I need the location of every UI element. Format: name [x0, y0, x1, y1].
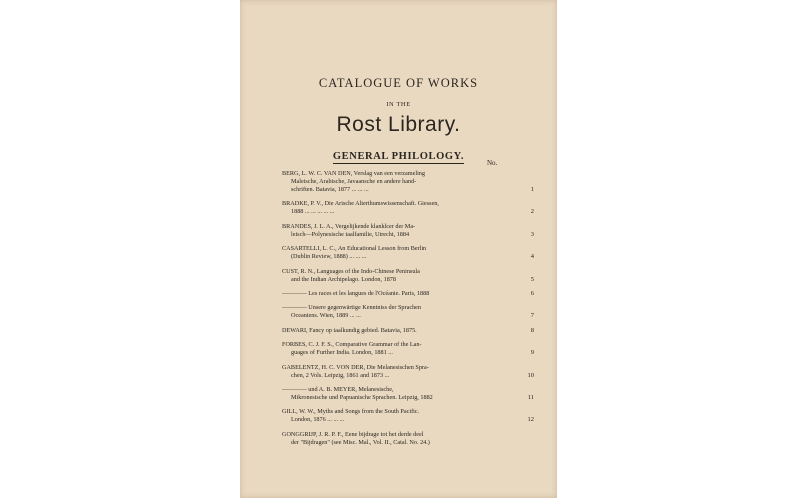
entry-line: GILL, W. W., Myths and Songs from the South Pacific. [282, 408, 420, 416]
catalogue-page [240, 0, 557, 498]
entry-line: ———— Unsere gegenwärtige Kenntniss der Sprachen [282, 304, 422, 312]
entry-number: 4 [530, 253, 534, 261]
catalogue-entry [282, 245, 534, 261]
catalogue-entry [282, 327, 534, 335]
entry-list [282, 170, 534, 453]
entry-number: 12 [527, 416, 534, 424]
entry-number: 6 [530, 289, 534, 297]
entry-line: leisch—Polynesische taalfamilie, Utrecht, 1884 [291, 230, 410, 238]
entry-line: GONGGRIJP, J. R. P. F., Eene bijdrage tot het derde deel [282, 430, 424, 438]
entry-line: ———— Les races et les langues de l'Océanie. Paris, 1888 [282, 289, 430, 297]
section-heading: GENERAL PHILOLOGY. [332, 151, 465, 162]
number-column-header: No. [487, 159, 498, 167]
entry-line: BRADKE, P. V., Die Arische Alterthumswissenschaft. Giessen, [282, 200, 439, 208]
entry-line: FORBES, C. J. F. S., Comparative Grammar of the Lan- [282, 341, 422, 349]
entry-number: 2 [530, 208, 534, 216]
entry-line: guages of Further India. London, 1881 ... [291, 349, 393, 357]
entry-line: schriften. Batavia, 1877 ... ... ... [291, 186, 369, 193]
entry-line: (Dublin Review, 1888) ... ... ... [291, 253, 367, 261]
entry-line: ———— und A. B. MEYER, Melanesische, [282, 385, 394, 393]
entry-line: BRANDES, J. L. A., Vergelijkende klanklcer der Ma- [282, 222, 416, 230]
entry-line: GABELENTZ, H. C. VON DER, Die Melanesischen Spra- [282, 363, 429, 371]
entry-line: and the Indian Archipelago. London, 1878 [291, 275, 396, 283]
entry-line: 1888 ... ... ... ... ... [291, 208, 335, 216]
catalogue-entry [282, 431, 534, 447]
entry-number: 7 [530, 312, 534, 320]
entry-line: Maleische, Arabische, Javaansche en andere hand- [291, 178, 417, 185]
catalogue-entry [282, 386, 534, 402]
catalogue-entry [282, 290, 534, 298]
entry-number: 11 [527, 393, 534, 401]
catalogue-entry [282, 304, 534, 320]
entry-line: Oceaniens. Wien, 1889 ... ... [291, 312, 361, 320]
catalogue-entry [282, 200, 534, 216]
entry-number: 9 [530, 349, 534, 357]
entry-number: 10 [527, 371, 534, 379]
library-name: Rost Library. [336, 113, 461, 136]
entry-line: chen, 2 Vols. Leipzig, 1861 and 1873 ... [291, 371, 390, 379]
entry-line: London, 1876 ... ... ... [291, 416, 345, 424]
catalogue-entry [282, 364, 534, 380]
entry-number: 3 [530, 230, 534, 238]
catalogue-entry [282, 223, 534, 239]
entry-line: CASARTELLI, L. C., An Educational Lesson from Berlin [282, 245, 427, 253]
catalogue-entry [282, 268, 534, 284]
entry-number: 8 [530, 326, 534, 334]
entry-line: der "Bijdragen" (see Misc. Mal., Vol. II., Catal. No. 24.) [291, 438, 430, 446]
entry-line: DEWARI, Fancy op taalkundig gebied. Batavia, 1875. [282, 326, 417, 334]
catalogue-entry [282, 408, 534, 424]
entry-number: 5 [530, 275, 534, 283]
catalogue-entry [282, 170, 534, 194]
entry-line: BERG, L. W. C. VAN DEN, Verslag van een verzameling [282, 170, 425, 177]
entry-line: CUST, R. N., Languages of the Indo-Chinese Peninsula [282, 267, 420, 275]
catalogue-title: CATALOGUE OF WORKS [318, 76, 479, 90]
catalogue-entry [282, 341, 534, 357]
catalogue-subtitle: IN THE [386, 101, 411, 108]
entry-line: Mikronesische und Papuanische Sprachen. Leipzig, 1882 [291, 393, 433, 401]
entry-number: 1 [530, 186, 534, 193]
